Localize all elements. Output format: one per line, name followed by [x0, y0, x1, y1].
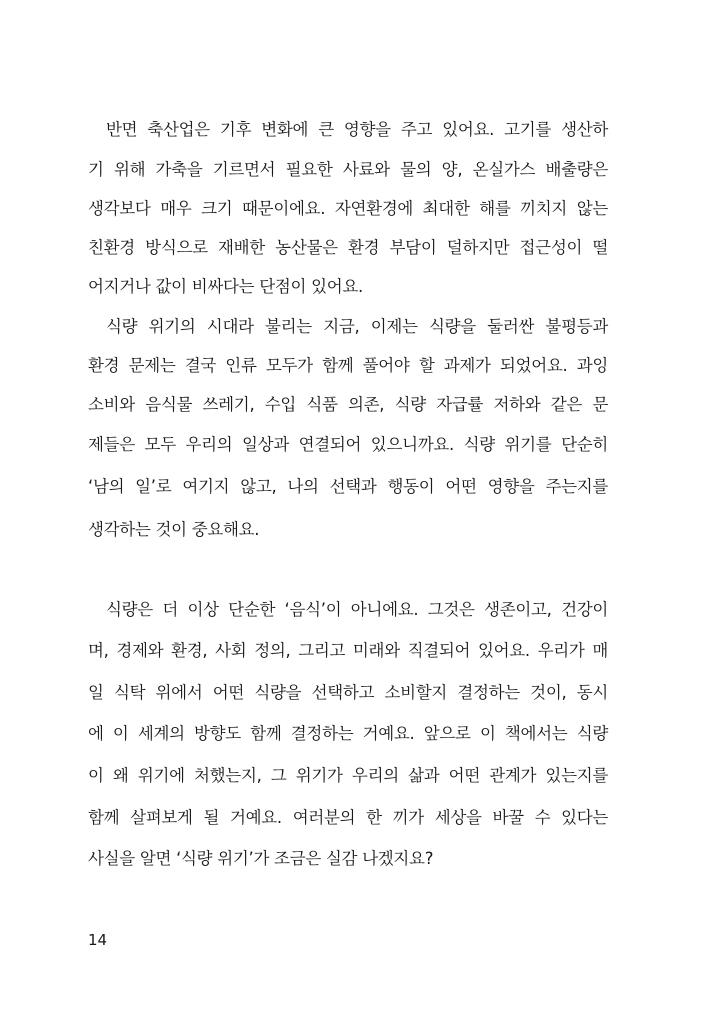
- text-line: 이 왜 위기에 처했는지, 그 위기가 우리의 삶과 어떤 관계가 있는지를: [88, 766, 608, 785]
- text-line: 함께 살펴보게 될 거예요. 여러분의 한 끼가 세상을 바꿀 수 있다는: [88, 808, 608, 827]
- text-line: 반면 축산업은 기후 변화에 큰 영향을 주고 있어요. 고기를 생산하: [106, 120, 608, 139]
- text-line: 일 식탁 위에서 어떤 식량을 선택하고 소비할지 결정하는 것이, 동시: [88, 683, 608, 702]
- text-line: 식량은 더 이상 단순한 ‘음식’이 아니에요. 그것은 생존이고, 건강이: [106, 600, 608, 619]
- text-line: 제들은 모두 우리의 일상과 연결되어 있으니까요. 식량 위기를 단순히: [88, 435, 608, 454]
- text-line: 친환경 방식으로 재배한 농산물은 환경 부담이 덜하지만 접근성이 떨: [88, 238, 608, 257]
- text-line: 에 이 세계의 방향도 함께 결정하는 거예요. 앞으로 이 책에서는 식량: [88, 724, 608, 743]
- text-line: 환경 문제는 결국 인류 모두가 함께 풀어야 할 과제가 되었어요. 과잉: [88, 356, 608, 375]
- text-line: 소비와 음식물 쓰레기, 수입 식품 의존, 식량 자급률 저하와 같은 문: [88, 395, 608, 414]
- text-line: 며, 경제와 환경, 사회 정의, 그리고 미래와 직결되어 있어요. 우리가 매: [88, 641, 608, 660]
- text-line: 생각하는 것이 중요해요.: [88, 520, 260, 539]
- text-line: 어지거나 값이 비싸다는 단점이 있어요.: [88, 277, 363, 296]
- text-line: 사실을 알면 ‘식량 위기’가 조금은 실감 나겠지요?: [88, 849, 434, 868]
- text-line: 생각보다 매우 크기 때문이에요. 자연환경에 최대한 해를 끼치지 않는: [88, 199, 608, 218]
- text-line: ‘남의 일’로 여기지 않고, 나의 선택과 행동이 어떤 영향을 주는지를: [88, 477, 608, 496]
- page-number: 14: [88, 931, 108, 949]
- text-line: 기 위해 가축을 기르면서 필요한 사료와 물의 양, 온실가스 배출량은: [88, 160, 608, 179]
- text-line: 식량 위기의 시대라 불리는 지금, 이제는 식량을 둘러싼 불평등과: [106, 317, 608, 336]
